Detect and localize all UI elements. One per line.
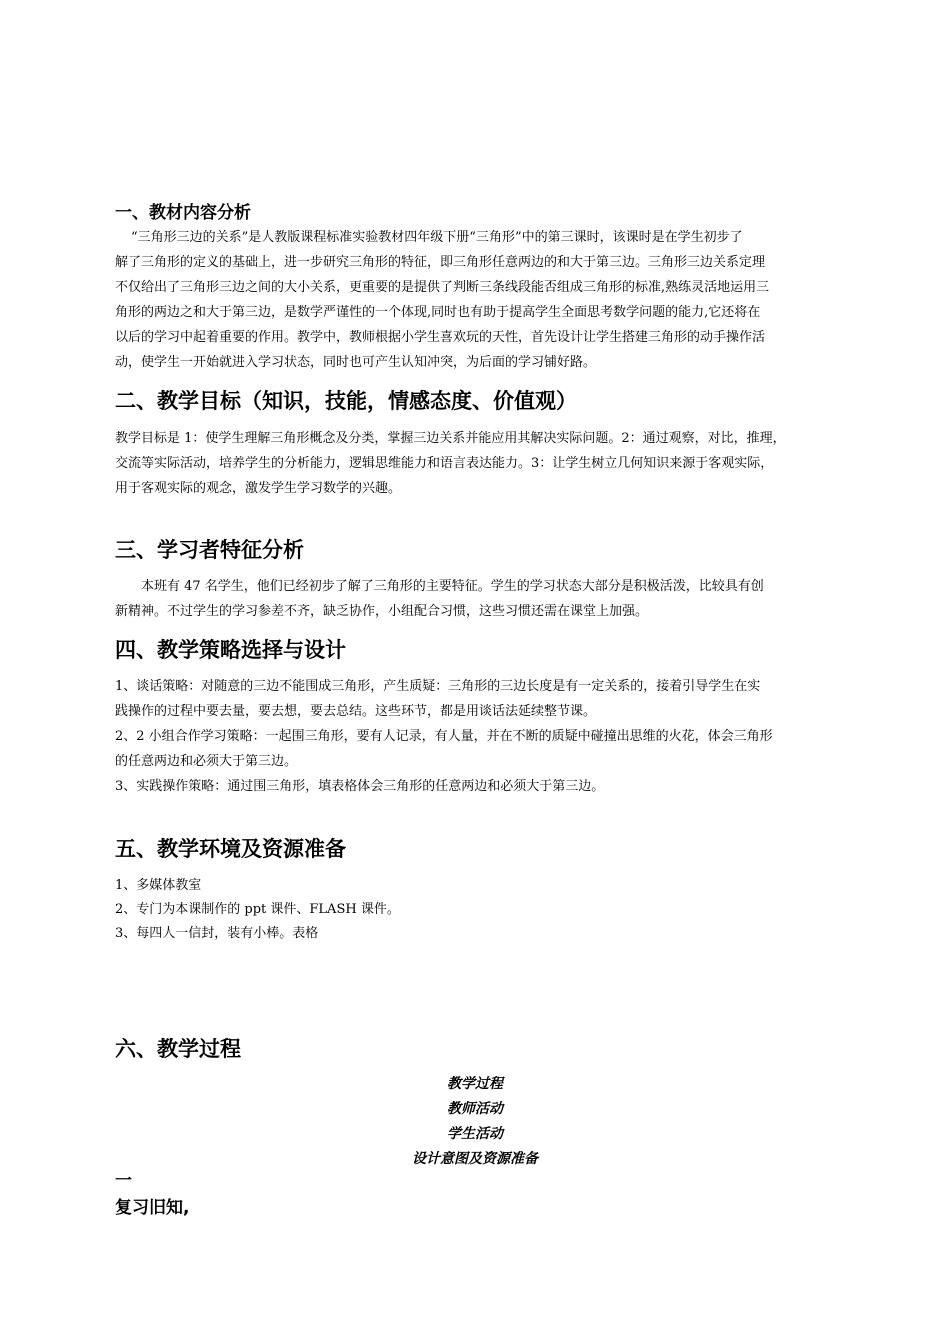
section-5-line: 3、每四人一信封，装有小棒。表格 [115, 926, 319, 941]
table-header-student: 学生活动 [447, 1126, 503, 1142]
section-2-body [115, 426, 843, 501]
section-4-heading: 四、教学策略选择与设计 [115, 638, 346, 662]
section-4-line: 的任意两边和必须大于第三边。 [115, 754, 298, 769]
section-1-body [115, 225, 843, 375]
section-2-heading: 二、教学目标（知识，技能，情感态度、价值观） [115, 389, 577, 413]
section-1-line: 动，使学生一开始就进入学习状态，同时也可产生认知冲突，为后面的学习铺好路。 [115, 355, 597, 370]
table-header-teacher: 教师活动 [447, 1101, 503, 1117]
section-2-line: 交流等实际活动，培养学生的分析能力，逻辑思维能力和语言表达能力。3：让学生树立几何知识来源于客观实际， [115, 456, 774, 471]
step-title: 复习旧知, [115, 1198, 190, 1218]
section-4-line: 1、谈话策略：对随意的三边不能围成三角形，产生质疑：三角形的三边长度是有一定关系的，接着引导学生在实 [115, 679, 761, 694]
section-2-line: 用于客观实际的观念，激发学生学习数学的兴趣。 [115, 481, 402, 496]
section-6-heading: 六、教学过程 [115, 1037, 241, 1061]
section-1-line: 以后的学习中起着重要的作用。教学中，教师根据小学生喜欢玩的天性，首先设计让学生搭建三角形的动手操作活 [115, 330, 766, 345]
section-4-body [115, 674, 843, 799]
section-5-line: 2、专门为本课制作的 ppt 课件、FLASH 课件。 [115, 902, 400, 917]
section-3-body [115, 574, 843, 624]
section-3-heading: 三、学习者特征分析 [115, 538, 304, 562]
section-1-line: 角形的两边之和大于第三边，是数学严谨性的一个体现,同时也有助于提高学生全面思考数学问题的能力,它还将在 [115, 305, 761, 320]
section-3-line: 本班有 47 名学生，他们已经初步了解了三角形的主要特征。学生的学习状态大部分是积极活泼，比较具有创 [141, 579, 764, 594]
table-header-design: 设计意图及资源准备 [412, 1151, 538, 1167]
section-5-body [115, 873, 843, 945]
section-1-line: 解了三角形的定义的基础上，进一步研究三角形的特征，即三角形任意两边的和大于第三边。三角形三边关系定理 [115, 255, 766, 270]
section-1-heading: 一、教材内容分析 [115, 203, 251, 223]
section-1-line: 不仅给出了三角形三边之间的大小关系，更重要的是提供了判断三条线段能否组成三角形的标准,熟练灵活地运用三 [115, 280, 770, 295]
section-4-line: 践操作的过程中要去量，要去想，要去总结。这些环节，都是用谈话法延续整节课。 [115, 704, 597, 719]
table-header-process: 教学过程 [447, 1076, 503, 1092]
section-5-line: 1、多媒体教室 [115, 878, 202, 893]
section-2-line: 教学目标是 1：使学生理解三角形概念及分类，掌握三边关系并能应用其解决实际问题。2：通过观察，对比，推理， [115, 431, 786, 446]
section-4-line: 2、2 小组合作学习策略：一起围三角形，要有人记录，有人量，并在不断的质疑中碰撞出思维的火花，体会三角形 [115, 729, 773, 744]
section-1-line: “三角形三边的关系”是人教版课程标准实验教材四年级下册“三角形”中的第三课时，该课时是在学生初步了 [131, 230, 743, 245]
section-5-heading: 五、教学环境及资源准备 [115, 837, 346, 861]
step-number: 一 [115, 1171, 132, 1191]
section-3-line: 新精神。不过学生的学习参差不齐，缺乏协作，小组配合习惯，这些习惯还需在课堂上加强。 [115, 604, 649, 619]
section-4-line: 3、实践操作策略：通过围三角形，填表格体会三角形的任意两边和必须大于第三边。 [115, 779, 605, 794]
